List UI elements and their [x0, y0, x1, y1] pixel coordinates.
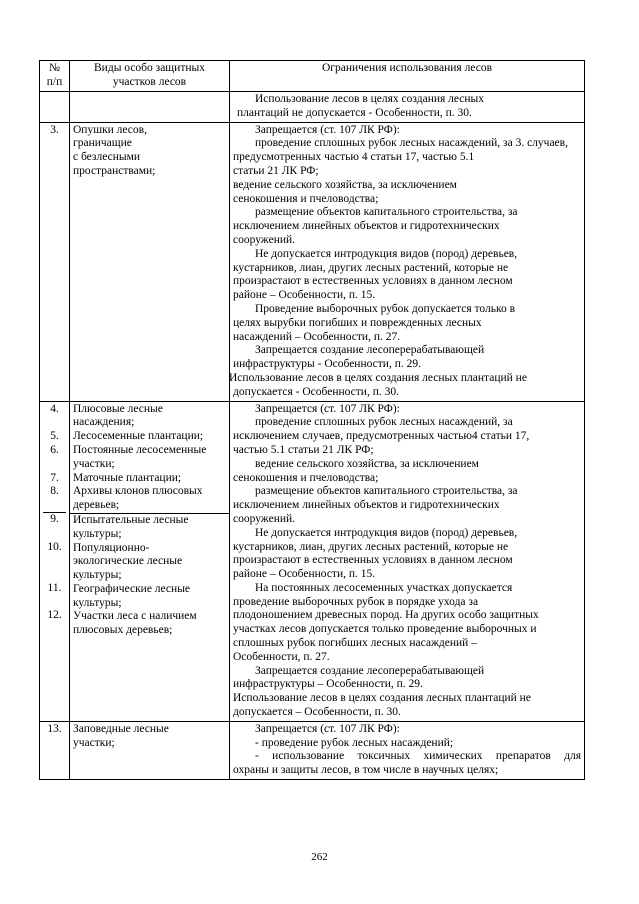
restriction-line: исключением случаев, предусмотренных частью4 статьи 17, — [233, 430, 530, 443]
restriction-line: районе – Особенности, п. 15. — [233, 568, 376, 581]
restriction-line: Запрещается создание лесоперерабатывающей — [255, 664, 485, 677]
restriction-line: сплошных рубок погибших лесных насаждений – — [233, 637, 477, 650]
type-line: Заповедные лесные — [73, 722, 169, 735]
restriction-line: инфраструктуры – Особенности, п. 29. — [233, 678, 423, 691]
type-line: Архивы клонов плюсовых — [73, 485, 203, 498]
type-line: Географические лесные — [73, 582, 191, 595]
restriction-line: проведение выборочных рубок в порядке ухода за — [233, 595, 479, 608]
row-restrictions-cell — [230, 122, 585, 401]
restriction-line: участках лесов допускается только проведение выборочных и — [233, 623, 537, 636]
type-line: насаждения; — [73, 416, 135, 429]
restriction-line: проведение сплошных рубок лесных насаждений, за — [255, 416, 513, 429]
row-restrictions-cell — [230, 92, 585, 123]
row-number-cell — [40, 721, 70, 779]
table-header-row — [40, 61, 585, 92]
header-number-cell — [40, 61, 70, 92]
page-number: 262 — [311, 851, 328, 863]
restriction-line: размещение объектов капитального строительства, за — [255, 206, 518, 219]
type-line: участки; — [73, 457, 115, 470]
row-type-cell — [70, 122, 230, 401]
row-number-cell — [40, 122, 70, 401]
restriction-line: кустарников, лиан, других лесных растений, которые не — [233, 261, 509, 274]
row-number-cell — [40, 92, 70, 123]
type-line: Лесосеменные плантации; — [73, 430, 204, 443]
header-restrictions-cell — [230, 61, 585, 92]
restriction-line: инфраструктуры - Особенности, п. 29. — [233, 358, 421, 371]
restriction-line: Проведение выборочных рубок допускается только в — [255, 302, 516, 315]
restriction-line: размещение объектов капитального строительства, за — [255, 485, 518, 498]
header-type-line: Виды особо защитных — [94, 62, 205, 74]
header-type-line: участков лесов — [112, 75, 187, 88]
type-line: Плюсовые лесные — [73, 402, 163, 415]
restriction-line: Использование лесов в целях создания лесных плантаций не — [229, 371, 527, 384]
row-type-cell — [70, 721, 230, 779]
header-type-cell — [70, 61, 230, 92]
restrictions-table — [39, 60, 585, 780]
restriction-line: статьи 21 ЛК РФ; — [233, 164, 319, 177]
type-line: Популяционно- — [73, 541, 150, 554]
table-row — [40, 721, 585, 779]
row-number: 5. — [50, 430, 59, 443]
restriction-line: допускается – Особенности, п. 30. — [233, 706, 401, 719]
type-line: деревьев; — [73, 499, 120, 512]
row-number: 11. — [47, 581, 62, 594]
header-restrictions-line: Ограничения использования лесов — [321, 62, 493, 74]
type-line: Опушки лесов, — [73, 123, 147, 136]
type-line: участки; — [73, 736, 115, 749]
table-row — [40, 92, 585, 123]
restriction-line: целях вырубки погибших и поврежденных лесных — [233, 316, 482, 329]
row-restrictions-cell — [230, 401, 585, 721]
row-number-cell — [40, 401, 70, 721]
type-line: пространствами; — [73, 164, 156, 177]
type-line: культуры; — [73, 527, 122, 540]
restriction-line: сенокошения и пчеловодства; — [233, 471, 379, 484]
row-number: 13. — [47, 722, 62, 735]
restriction-line: предусмотренных частью 4 статьи 17, частью 5.1 — [233, 151, 475, 164]
restriction-line: кустарников, лиан, других лесных растений, которые не — [233, 540, 509, 553]
table-row-group — [40, 401, 585, 721]
restriction-line: частью 5.1 статьи 21 ЛК РФ; — [233, 443, 374, 456]
restriction-line: сооружений. — [233, 512, 296, 525]
restriction-line: Не допускается интродукция видов (пород) деревьев, — [255, 247, 518, 260]
restriction-line: исключением линейных объектов и гидротехнических — [233, 499, 500, 512]
row-number: 3. — [50, 123, 59, 136]
restriction-line: ведение сельского хозяйства, за исключением — [233, 178, 457, 191]
restriction-line: Особенности, п. 27. — [233, 650, 330, 663]
row-number: 10. — [47, 540, 62, 553]
restriction-line: Использование лесов в целях создания лесных — [255, 93, 485, 105]
row-restrictions-cell — [230, 721, 585, 779]
row-type-cell — [70, 92, 230, 123]
restriction-line: произрастают в естественных условиях в данном лесном — [233, 554, 513, 567]
restriction-line: ведение сельского хозяйства, за исключением — [255, 457, 479, 470]
type-line: культуры; — [73, 569, 122, 582]
restriction-line: плодоношением древесных пород. На других особо защитных — [233, 609, 539, 622]
restriction-line: плантаций не допускается - Особенности, п. 30. — [237, 106, 472, 119]
type-line: Испытательные лесные — [73, 513, 189, 526]
restriction-line: допускается - Особенности, п. 30. — [233, 385, 399, 398]
restriction-line: - проведение рубок лесных насаждений; — [255, 736, 454, 749]
row-number: 6. — [50, 443, 59, 456]
table-row — [40, 122, 585, 401]
type-line: культуры; — [73, 596, 122, 609]
restriction-line: охраны и защиты лесов, в том числе в научных целях; — [233, 764, 499, 777]
restriction-line: Запрещается создание лесоперерабатывающей — [255, 344, 485, 357]
type-line: плюсовых деревьев; — [73, 624, 173, 637]
restriction-line: Запрещается (ст. 107 ЛК РФ): — [255, 123, 400, 136]
restriction-line: произрастают в естественных условиях в данном лесном — [233, 275, 513, 288]
header-number-line: № — [49, 62, 60, 74]
restriction-line: - использование токсичных химических препаратов для — [255, 750, 581, 763]
type-line: Участки леса с наличием — [73, 610, 197, 623]
type-line: с безлесными — [73, 151, 141, 164]
row-type-cell — [70, 401, 230, 721]
header-number-line: п/п — [46, 75, 63, 88]
restriction-line: проведение сплошных рубок лесных насаждений, за 3. случаев, — [255, 137, 568, 150]
row-number: 12. — [47, 609, 62, 622]
restriction-line: сенокошения и пчеловодства; — [233, 192, 379, 205]
restriction-line: районе – Особенности, п. 15. — [233, 289, 376, 302]
type-line: экологические лесные — [73, 555, 183, 568]
row-number: 8. — [50, 485, 59, 498]
restriction-line: Запрещается (ст. 107 ЛК РФ): — [255, 402, 400, 415]
row-number: 7. — [50, 471, 59, 484]
row-number: 9. — [43, 512, 66, 527]
restriction-line: исключением линейных объектов и гидротехнических — [233, 220, 500, 233]
restriction-line: На постоянных лесосеменных участках допускается — [255, 581, 513, 594]
type-line: Постоянные лесосеменные — [73, 443, 207, 456]
row-number: 4. — [50, 402, 59, 415]
restriction-line: насаждений – Особенности, п. 27. — [233, 330, 401, 343]
restriction-line: Не допускается интродукция видов (пород) деревьев, — [255, 526, 518, 539]
type-line: граничащие — [73, 137, 132, 150]
type-line: Маточные плантации; — [73, 471, 182, 484]
restriction-line: Запрещается (ст. 107 ЛК РФ): — [255, 722, 400, 735]
restriction-line: Использование лесов в целях создания лесных плантаций не — [233, 692, 531, 705]
restriction-line: сооружений. — [233, 233, 296, 246]
